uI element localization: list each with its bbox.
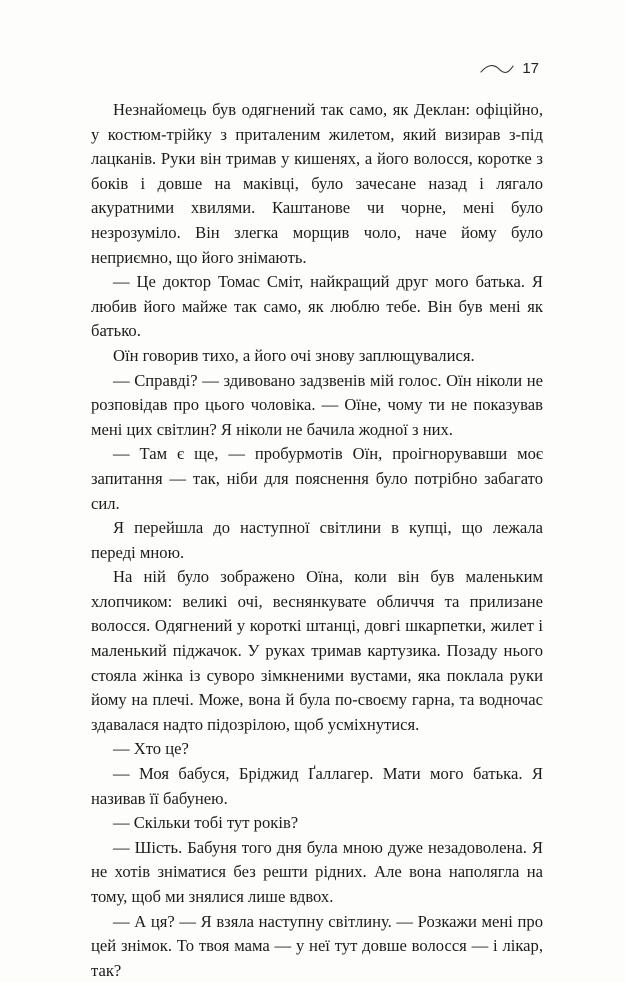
paragraph: — Шість. Бабуня того дня була мною дуже незадоволена. Я не хотів зніматися без решти рідних. Але вона наполягла на тому, щоб ми знялися лише вдвох. [91,837,543,906]
paragraph: Я перейшла до наступної світлини в купці, що лежала переді мною. [91,518,543,562]
paragraph: — Скільки тобі тут років? [113,813,299,833]
paragraph: — Це доктор Томас Сміт, найкращий друг мого батька. Я любив його майже так само, як люблю тебе. Він був мені як батько. [91,272,543,341]
running-head [480,60,539,77]
paragraph: — Моя бабуся, Бріджид Ґаллагер. Мати мого батька. Я називав її бабунею. [91,764,543,808]
page-number: 17 [522,60,539,77]
body-text [91,98,543,983]
flourish-ornament-icon [480,62,514,76]
paragraph: На ній було зображено Оїна, коли він був маленьким хлопчиком: великі очі, веснянкувате обличчя та прилизане волосся. Одягнений у короткі штанці, довгі шкарпетки, жилет і маленький піджачок. У руках тримав картузика. Позаду нього стояла жінка із суворо зімкненими вустами, яка поклала руки йому на плечі. Може, вона й була по-своєму гарна, та водночас здавалася надто підозрілою, щоб усміхнутися. [91,567,543,734]
paragraph: Незнайомець був одягнений так само, як Деклан: офіційно, у костюм-трійку з приталеним жилетом, який визирав з-під лацканів. Руки він тримав у кишенях, а його волосся, коротке з боків і довше на маківці, було зачесане назад і лягало акуратними хвилями. Каштанове чи чорне, мені було незрозуміло. Він злегка морщив чоло, наче йому було неприємно, що його знімають. [91,100,543,267]
paragraph: Оїн говорив тихо, а його очі знову заплющувалися. [113,345,475,365]
paragraph: — А ця? — Я взяла наступну світлину. — Розкажи мені про цей знімок. То твоя мама — у неї тут довше волосся — і лікар, так? [91,911,543,980]
paragraph: — Там є ще, — пробурмотів Оїн, проігнорувавши моє запитання — так, ніби для пояснення було потрібно забагато сил. [91,444,543,513]
paragraph: — Хто це? [113,739,189,759]
paragraph: — Справді? — здивовано задзвенів мій голос. Оїн ніколи не розповідав про цього чоловіка. — Оїне, чому ти не показував мені цих світлин? Я ніколи не бачила жодної з них. [91,370,543,439]
